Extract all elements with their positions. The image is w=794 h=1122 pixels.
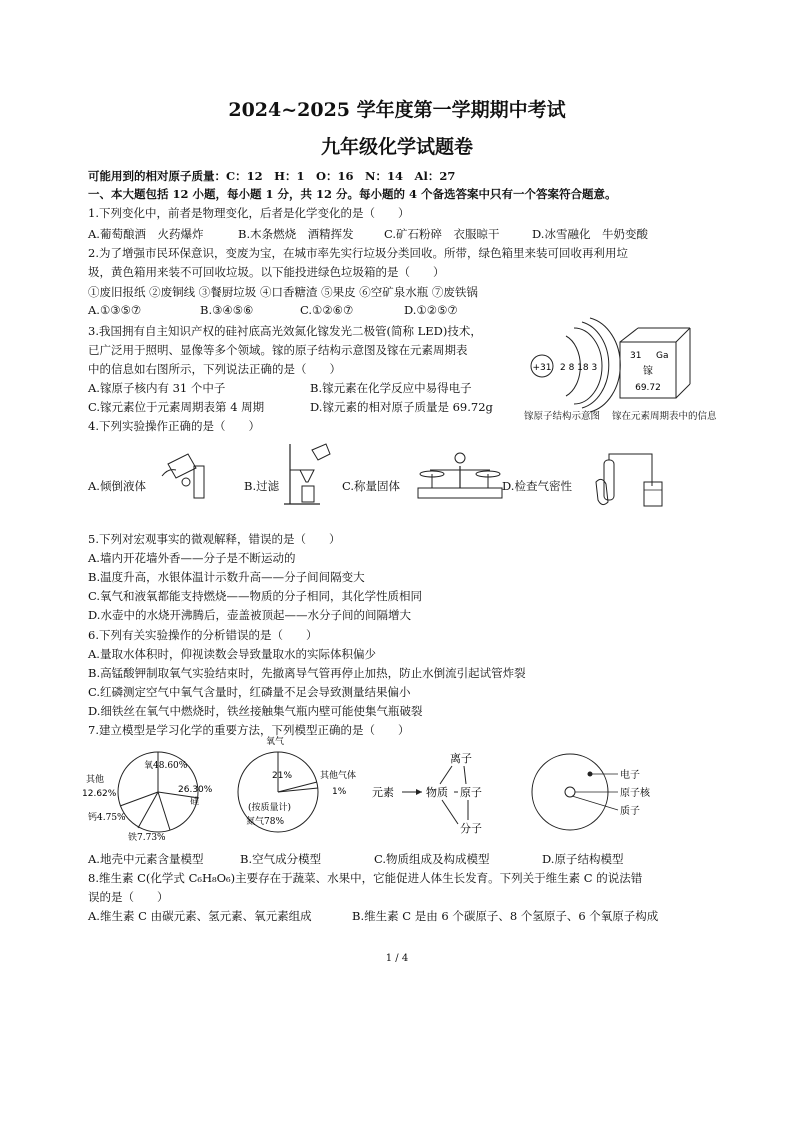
- atom-shell-label: 2 8 18 3: [560, 363, 598, 373]
- pie2-n-label: 氮气78%: [246, 817, 285, 827]
- exam-title: 2024~2025 学年度第一学期期中考试: [228, 99, 566, 121]
- cell-mass: 69.72: [635, 383, 661, 393]
- q7-option-b: B.空气成分模型: [240, 852, 322, 866]
- q3-option-b: B.镓元素在化学反应中易得电子: [310, 381, 472, 395]
- q3-option-c: C.镓元素位于元素周期表第 4 周期: [88, 400, 265, 414]
- model4-proton: 质子: [620, 806, 640, 817]
- q8-stem-1: 8.维生素 C(化学式 C₆H₈O₆)主要存在于蔬菜、水果中，它能促进人体生长发育。下列关于维生素 C 的说法错: [88, 871, 643, 885]
- gallium-atom-diagram: [526, 318, 606, 408]
- air-composition-pie: [228, 736, 358, 846]
- q5-option-b: B.温度升高，水银体温计示数升高——分子间间隔变大: [88, 570, 365, 584]
- q4-option-d: D.检查气密性: [502, 479, 572, 493]
- q6-option-a: A.量取水体积时，仰视读数会导致量取水的实际体积偏少: [88, 647, 376, 661]
- q6-option-b: B.高锰酸钾制取氧气实验结束时，先撤离导气管再停止加热，防止水倒流引起试管炸裂: [88, 666, 526, 680]
- matter-composition-model: [368, 744, 518, 840]
- q5-option-d: D.水壶中的水烧开沸腾后，壶盖被顶起——水分子间的间隔增大: [88, 608, 411, 622]
- q2-option-c: C.①②⑥⑦: [300, 303, 354, 317]
- pie2-note: (按质量计): [248, 803, 292, 813]
- q3-stem-2: 已广泛用于照明、显像等多个领域。镓的原子结构示意图及镓在元素周期表: [88, 343, 468, 357]
- atomic-mass-line: 可能用到的相对原子质量：C：12 H：1 O：16 N：14 Al：27: [88, 169, 456, 183]
- q4-stem: 4.下列实验操作正确的是（ ）: [88, 419, 260, 433]
- q1-stem: 1.下列变化中，前者是物理变化，后者是化学变化的是（ ）: [88, 206, 410, 220]
- q6-stem: 6.下列有关实验操作的分析错误的是（ ）: [88, 628, 318, 642]
- exam-subtitle: 九年级化学试题卷: [320, 136, 473, 158]
- section-header: 一、本大题包括 12 小题，每小题 1 分，共 12 分。每小题的 4 个备选答案中只有一个答案符合题意。: [88, 187, 617, 201]
- pie1-si-value: 26.30%: [178, 785, 213, 795]
- q7-option-d: D.原子结构模型: [542, 852, 624, 866]
- q3-stem-1: 3.我国拥有自主知识产权的硅衬底高光效氮化镓发光二极管(简称 LED)技术，: [88, 324, 482, 338]
- pie2-o-value: 21%: [272, 771, 293, 781]
- q1-option-d: D.冰雪融化 牛奶变酸: [532, 227, 648, 241]
- q1-option-a: A.葡萄酿酒 火药爆炸: [88, 227, 204, 241]
- periodic-cell-diagram: [610, 322, 690, 404]
- atom-structure-model: [530, 744, 680, 840]
- q3-stem-3: 中的信息如右图所示，下列说法正确的是（ ）: [88, 362, 341, 376]
- pie1-o-label: 氧48.60%: [144, 761, 188, 771]
- q2-stem-2: 圾，黄色箱用来装不可回收垃圾。以下能投进绿色垃圾箱的是（ ）: [88, 265, 445, 279]
- q8-option-a: A.维生素 C 由碳元素、氢元素、氧元素组成: [88, 909, 312, 923]
- q4-option-c: C.称量固体: [342, 479, 401, 493]
- cell-symbol: Ga: [656, 351, 669, 361]
- q6-option-d: D.细铁丝在氧气中燃烧时，铁丝接触集气瓶内壁可能使集气瓶破裂: [88, 704, 423, 718]
- pour-liquid-icon: [158, 446, 220, 502]
- atom-nucleus-label: +31: [532, 363, 552, 373]
- pie2-top-label: 氧气: [266, 737, 285, 747]
- periodic-caption: 镓在元素周期表中的信息: [612, 411, 717, 422]
- model3-molecule: 分子: [460, 822, 482, 835]
- q7-stem: 7.建立模型是学习化学的重要方法，下列模型正确的是（ ）: [88, 723, 410, 737]
- filtration-icon: [280, 440, 340, 508]
- pie1-si-label: 硅: [190, 797, 200, 807]
- q8-stem-2: 误的是（ ）: [88, 890, 169, 904]
- q4-option-b: B.过滤: [244, 479, 280, 493]
- q8-option-b: B.维生素 C 是由 6 个碳原子、8 个氢原子、6 个氧原子构成: [352, 909, 659, 923]
- cell-number: 31: [630, 351, 642, 361]
- q5-stem: 5.下列对宏观事实的微观解释，错误的是（ ）: [88, 532, 341, 546]
- model4-nucleus: 原子核: [620, 788, 650, 799]
- model3-substance: 物质: [426, 786, 448, 799]
- q6-option-c: C.红磷测定空气中氧气含量时，红磷量不足会导致测量结果偏小: [88, 685, 411, 699]
- q3-option-a: A.镓原子核内有 31 个中子: [88, 381, 226, 395]
- pie2-rare-value: 1%: [332, 787, 347, 797]
- balance-scale-icon: [412, 446, 508, 500]
- pie1-other-label: 其他: [86, 775, 105, 785]
- q7-option-c: C.物质组成及构成模型: [374, 852, 490, 866]
- q2-option-b: B.③④⑤⑥: [200, 303, 254, 317]
- airtight-check-icon: [592, 452, 672, 512]
- q1-option-c: C.矿石粉碎 衣服晾干: [384, 227, 500, 241]
- q4-option-a: A.倾倒液体: [88, 479, 146, 493]
- crust-element-pie: [82, 740, 222, 850]
- pie1-other-value: 12.62%: [82, 789, 117, 799]
- cell-name: 镓: [643, 366, 653, 377]
- q2-stem-1: 2.为了增强市民环保意识，变废为宝，在城市率先实行垃圾分类回收。所带，绿色箱里来装可回收再利用垃: [88, 246, 628, 260]
- model4-electron: 电子: [620, 770, 640, 781]
- q5-option-c: C.氧气和液氧都能支持燃烧——物质的分子相同，其化学性质相同: [88, 589, 423, 603]
- model3-ion: 离子: [450, 752, 472, 765]
- q2-option-d: D.①②⑤⑦: [404, 303, 458, 317]
- page-number: 1 / 4: [385, 953, 409, 964]
- pie2-rare-label: 其他气体: [320, 771, 357, 781]
- pie1-fe-label: 铁7.73%: [128, 833, 166, 843]
- model3-element: 元素: [372, 786, 394, 799]
- q1-option-b: B.木条燃烧 酒精挥发: [238, 227, 354, 241]
- atom-caption: 镓原子结构示意图: [524, 411, 601, 422]
- q2-items: ①废旧报纸 ②废铜线 ③餐厨垃圾 ④口香糖渣 ⑤果皮 ⑥空矿泉水瓶 ⑦废铁锅: [88, 285, 478, 299]
- pie1-ca-label: 钙4.75%: [88, 813, 126, 823]
- model3-atom: 原子: [460, 786, 482, 799]
- q5-option-a: A.墙内开花墙外香——分子是不断运动的: [88, 551, 296, 565]
- q2-option-a: A.①③⑤⑦: [88, 303, 142, 317]
- q3-option-d: D.镓元素的相对原子质量是 69.72g: [310, 400, 493, 414]
- q7-option-a: A.地壳中元素含量模型: [88, 852, 204, 866]
